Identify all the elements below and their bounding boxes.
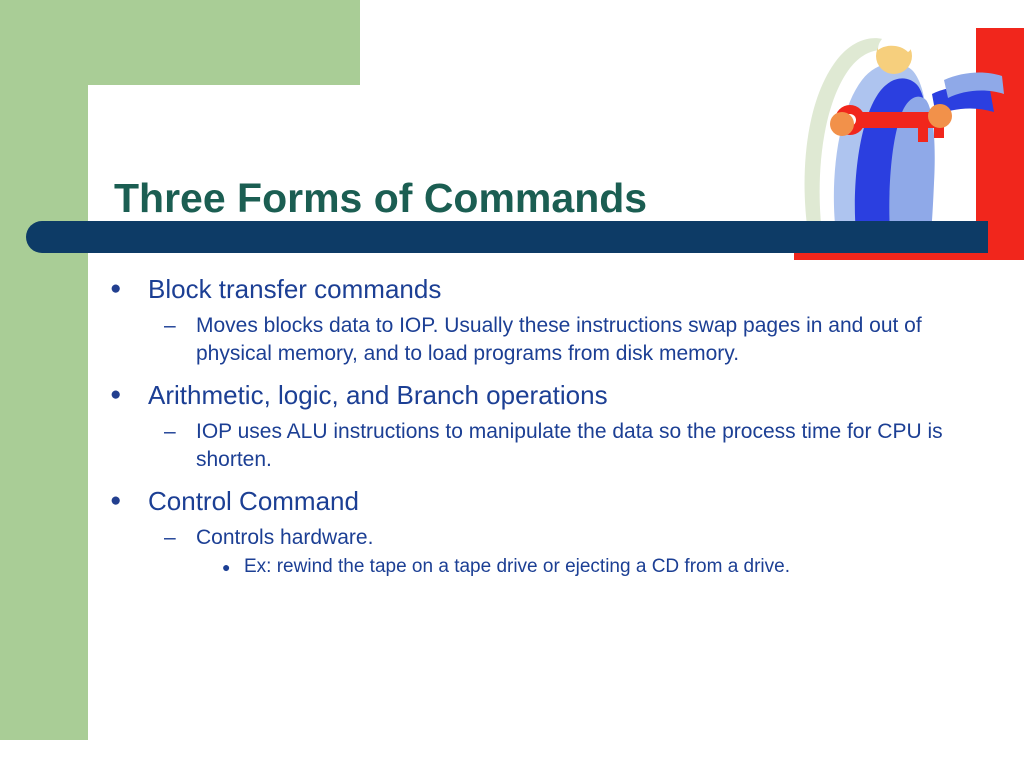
- bullet-level3-text: Ex: rewind the tape on a tape drive or ejecting a CD from a drive.: [244, 556, 790, 577]
- bullet-level1: [110, 272, 1000, 306]
- left-green-band: [0, 0, 88, 740]
- bullet-level2: [110, 524, 1000, 552]
- dash-icon: –: [164, 420, 176, 443]
- bullet-level2-text: Controls hardware.: [196, 526, 374, 549]
- bullet-dot-icon: ●: [110, 278, 122, 299]
- bullet-level2-text: IOP uses ALU instructions to manipulate the data so the process time for CPU is shorten.: [196, 420, 943, 471]
- dash-icon: –: [164, 314, 176, 337]
- bullet-level1: [110, 378, 1000, 412]
- bullet-dot-icon: ●: [110, 384, 122, 405]
- bullet-level1-text: Arithmetic, logic, and Branch operations: [148, 380, 608, 410]
- dash-icon: –: [164, 526, 176, 549]
- slide-body: [110, 272, 1000, 582]
- bullet-level2: [110, 418, 1000, 474]
- bullet-level2: [110, 312, 1000, 368]
- bullet-level2-text: Moves blocks data to IOP. Usually these instructions swap pages in and out of physical memory, and to load programs from disk memory.: [196, 314, 922, 365]
- top-green-band: [88, 0, 360, 85]
- bullet-dot-icon: ●: [110, 490, 122, 511]
- page-title: Three Forms of Commands: [114, 175, 648, 222]
- bullet-level1-text: Control Command: [148, 486, 359, 516]
- bullet-dot-icon: ●: [222, 559, 231, 575]
- title-underline-bar: [26, 221, 988, 253]
- bullet-level1: [110, 484, 1000, 518]
- bullet-level3: [110, 554, 1000, 580]
- bullet-level1-text: Block transfer commands: [148, 274, 442, 304]
